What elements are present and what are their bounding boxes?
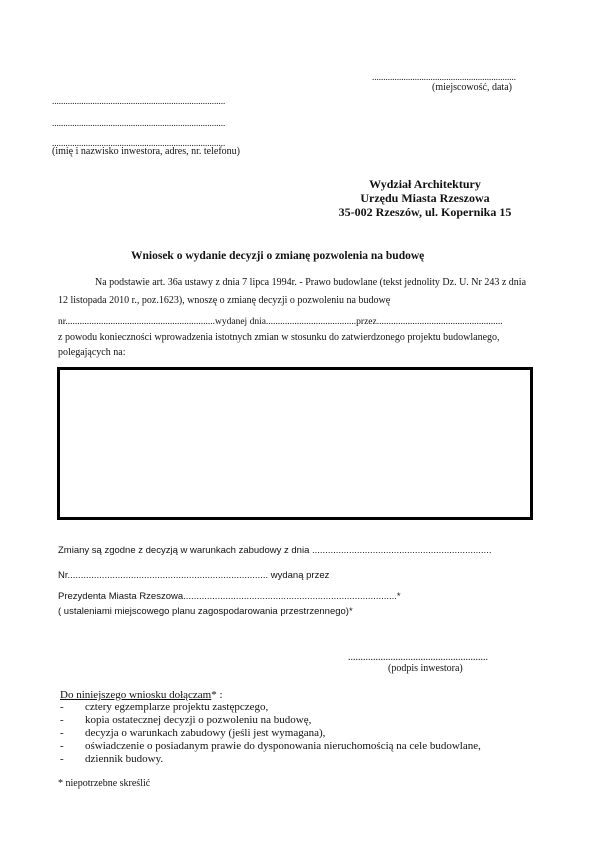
attachments-heading-text: Do niniejszego wniosku dołączam xyxy=(60,689,212,701)
place-date-line[interactable]: ................................................................ xyxy=(372,72,516,82)
attachment-item-2: kopia ostatecznej decyzji o pozwoleniu na budowę, xyxy=(85,714,312,726)
attachment-item-5: dziennik budowy. xyxy=(85,753,164,765)
list-dash: - xyxy=(60,714,64,726)
addressee-block xyxy=(330,177,520,219)
list-dash: - xyxy=(60,740,64,752)
addressee-line-3: 35-002 Rzeszów, ul. Kopernika 15 xyxy=(338,205,512,219)
attachment-item-3: decyzja o warunkach zabudowy (jeśli jest wymagana), xyxy=(85,727,326,739)
signature-caption: (podpis inwestora) xyxy=(388,663,463,674)
reason-line-2: polegających na: xyxy=(58,347,126,358)
compliance-line-1[interactable]: Zmiany są zgodne z decyzją w warunkach zabudowy z dnia .................................................................... xyxy=(58,545,492,556)
investor-line-2[interactable]: ............................................................................. xyxy=(52,118,226,128)
addressee-line-1: Wydział Architektury xyxy=(369,177,481,191)
reason-line-1: z powodu konieczności wprowadzenia istotnych zmian w stosunku do zatwierdzonego projektu budowlanego, xyxy=(58,332,500,343)
list-dash: - xyxy=(60,727,64,739)
addressee-line-2: Urzędu Miasta Rzeszowa xyxy=(360,191,490,205)
list-dash: - xyxy=(60,701,64,713)
signature-line[interactable]: ........................................................ xyxy=(348,652,488,663)
intro-line-2: 12 listopada 2010 r., poz.1623), wnoszę o zmianę decyzji o pozwoleniu na budowę xyxy=(58,295,391,306)
attachment-item-1: cztery egzemplarze projektu zastępczego, xyxy=(85,701,269,713)
investor-caption: (imię i nazwisko inwestora, adres, nr. telefonu) xyxy=(52,146,240,157)
permit-number-date-authority-field[interactable]: nr...............................................................wydanej dnia......................................przez..................................................... xyxy=(58,317,503,327)
attachment-item-4: oświadczenie o posiadanym prawie do dysponowania nieruchomością na cele budowlane, xyxy=(85,740,481,752)
footnote: * niepotrzebne skreślić xyxy=(58,778,151,789)
changes-description-box[interactable] xyxy=(57,367,533,520)
compliance-line-4: ( ustaleniami miejscowego planu zagospodarowania przestrzennego)* xyxy=(58,606,353,617)
intro-line-1: Na podstawie art. 36a ustawy z dnia 7 lipca 1994r. - Prawo budowlane (tekst jednolity Dz. U. Nr 243 z dnia xyxy=(95,277,527,288)
list-dash: - xyxy=(60,753,64,765)
attachments-heading xyxy=(60,689,223,701)
investor-line-1[interactable]: ............................................................................. xyxy=(52,96,226,106)
compliance-line-3[interactable]: Prezydenta Miasta Rzeszowa.................................................................................* xyxy=(58,591,401,602)
document-title: Wniosek o wydanie decyzji o zmianę pozwolenia na budowę xyxy=(131,250,425,262)
compliance-line-2[interactable]: Nr............................................................................ wydaną przez xyxy=(58,570,330,581)
attachments-heading-suffix: * : xyxy=(211,689,223,701)
investor-line-3[interactable]: ............................................................................. xyxy=(52,138,226,148)
place-date-caption: (miejscowość, data) xyxy=(432,82,512,93)
